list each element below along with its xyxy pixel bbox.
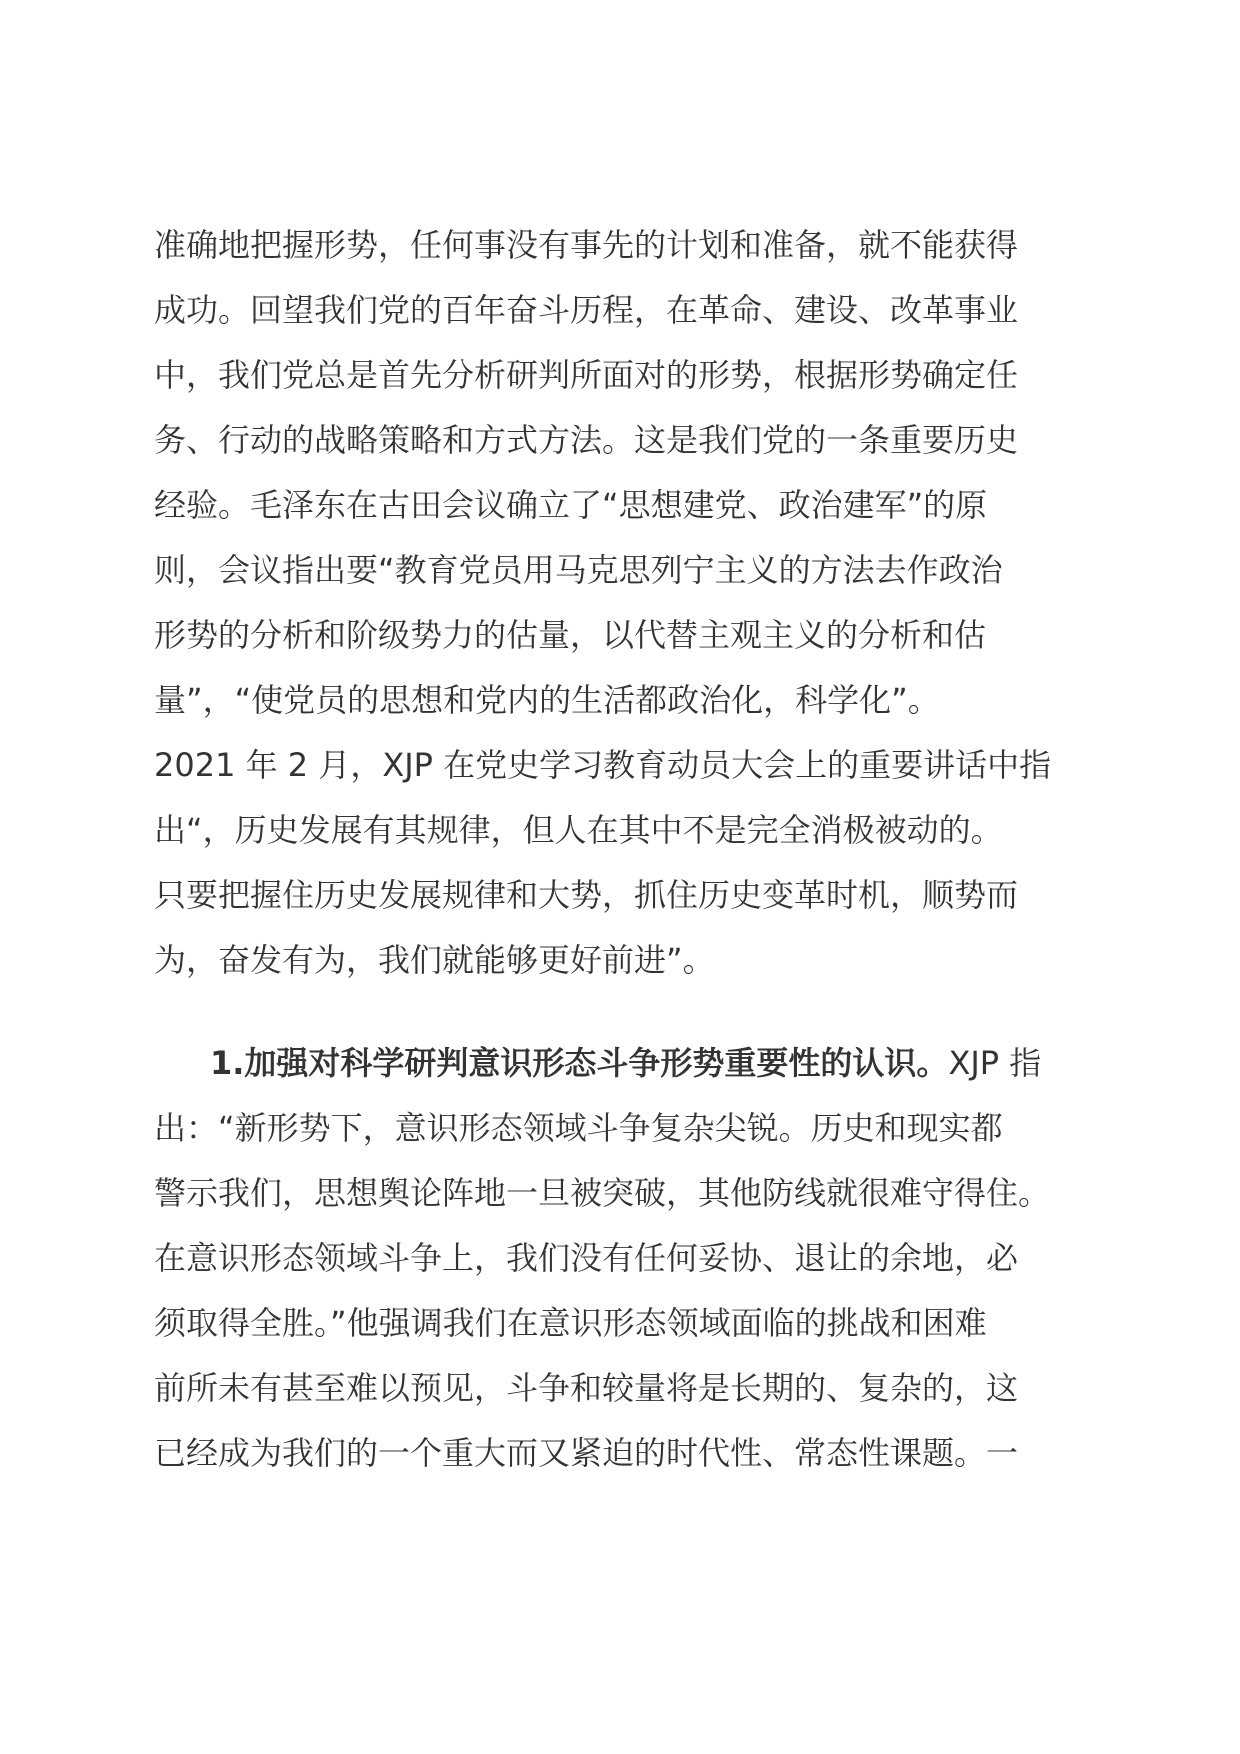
paragraph-line: 量”，“使党员的思想和党内的生活都政治化，科学化”。 (154, 681, 940, 719)
paragraph-line: 在意识形态领域斗争上，我们没有任何妥协、退让的余地，必 (154, 1239, 1019, 1277)
paragraph-2 (154, 1031, 1094, 1486)
paragraph-line: 则，会议指出要“教育党员用马克思列宁主义的方法去作政治 (154, 551, 1003, 589)
paragraph-line: 为，奋发有为，我们就能够更好前进”。 (154, 941, 715, 979)
paragraph-1 (154, 213, 1094, 993)
paragraph-line: 只要把握住历史发展规律和大势，抓住历史变革时机，顺势而 (154, 876, 1019, 914)
paragraph-line: 中，我们党总是首先分析研判所面对的形势，根据形势确定任 (154, 356, 1019, 394)
paragraph-line: 2021 年 2 月，XJP 在党史学习教育动员大会上的重要讲话中指 (154, 746, 1052, 784)
paragraph-line: 形势的分析和阶级势力的估量，以代替主观主义的分析和估 (154, 616, 987, 654)
paragraph-line: 警示我们，思想舆论阵地一旦被突破，其他防线就很难守得住。 (154, 1174, 1051, 1212)
paragraph-line: 准确地把握形势，任何事没有事先的计划和准备，就不能获得 (154, 226, 1019, 264)
paragraph-first-line (154, 1031, 1094, 1096)
paragraph-line: 出“，历史发展有其规律，但人在其中不是完全消极被动的。 (154, 811, 1003, 849)
paragraph-line: 已经成为我们的一个重大而又紧迫的时代性、常态性课题。一 (154, 1434, 1019, 1472)
paragraph-line: 成功。回望我们党的百年奋斗历程，在革命、建设、改革事业 (154, 291, 1019, 329)
paragraph-line: 务、行动的战略策略和方式方法。这是我们党的一条重要历史 (154, 421, 1019, 459)
heading-continuation: XJP 指 (948, 1044, 1042, 1082)
paragraph-line: 须取得全胜。”他强调我们在意识形态领域面临的挑战和困难 (154, 1304, 987, 1342)
paragraph-line: 出：“新形势下，意识形态领域斗争复杂尖锐。历史和现实都 (154, 1109, 1003, 1147)
paragraph-line: 经验。毛泽东在古田会议确立了“思想建党、政治建军”的原 (154, 486, 988, 524)
paragraph-line: 前所未有甚至难以预见，斗争和较量将是长期的、复杂的，这 (154, 1369, 1019, 1407)
section-heading: 1.加强对科学研判意识形态斗争形势重要性的认识。 (210, 1044, 949, 1082)
